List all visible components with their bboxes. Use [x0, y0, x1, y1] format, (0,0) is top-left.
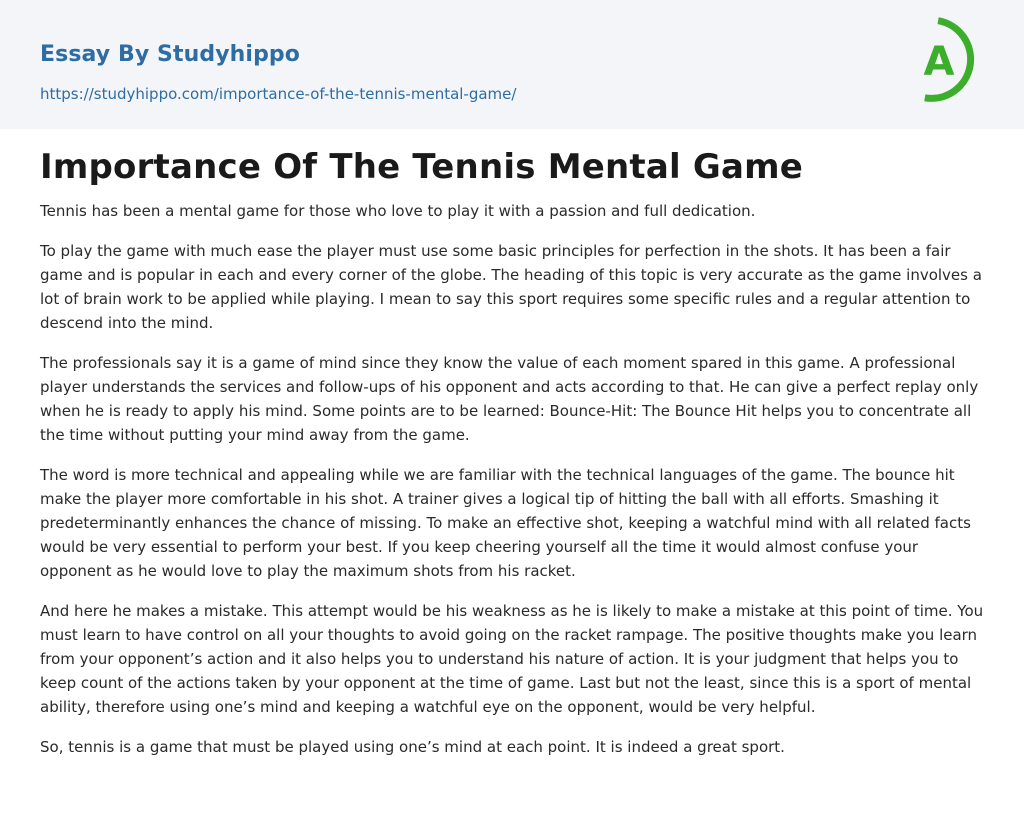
article-paragraph: Tennis has been a mental game for those who love to play it with a passion and full dedication.	[40, 202, 756, 220]
source-url-link[interactable]: https://studyhippo.com/importance-of-the-tennis-mental-game/	[40, 85, 517, 103]
article-paragraph: So, tennis is a game that must be played using one’s mind at each point. It is indeed a great sport.	[40, 738, 785, 756]
article-content	[40, 143, 985, 775]
article-paragraph: The word is more technical and appealing while we are familiar with the technical languages of the game. The bounce hit make the player more comfortable in his shot. A trainer gives a logical tip of hitting the ball with all efforts. Smashing it predeterminantly enhances the chance of missing. To make an effective shot, keeping a watchful mind with all related facts would be very essential to perform your best. If you keep cheering yourself all the time it would almost confuse your opponent as he would love to play the maximum shots from his racket.	[40, 466, 971, 580]
article-title: Importance Of The Tennis Mental Game	[40, 147, 804, 187]
logo-letter: A	[923, 39, 955, 85]
article-paragraph: The professionals say it is a game of mind since they know the value of each moment spared in this game. A professional player understands the services and follow-ups of his opponent and acts according to that. He can give a perfect replay only when he is ready to apply his mind. Some points are to be learned: Bounce-Hit: The Bounce Hit helps you to concentrate all the time without putting your mind away from the game.	[40, 354, 979, 444]
brand-title[interactable]: Essay By Studyhippo	[40, 42, 300, 67]
studyhippo-logo-icon[interactable]	[907, 17, 991, 109]
article-paragraph: To play the game with much ease the player must use some basic principles for perfection in the shots. It has been a fair game and is popular in each and every corner of the globe. The heading of this topic is very accurate as the game involves a lot of brain work to be applied while playing. I mean to say this sport requires some specific rules and a regular attention to descend into the mind.	[40, 242, 982, 332]
article-paragraph: And here he makes a mistake. This attempt would be his weakness as he is likely to make a mistake at this point of time. You must learn to have control on all your thoughts to avoid going on the racket rampage. The positive thoughts make you learn from your opponent’s action and it also helps you to understand his nature of action. It is your judgment that helps you to keep count of the actions taken by your opponent at the time of game. Last but not the least, since this is a sport of mental ability, therefore using one’s mind and keeping a watchful eye on the opponent, would be very helpful.	[40, 602, 984, 716]
site-header	[0, 0, 1024, 129]
